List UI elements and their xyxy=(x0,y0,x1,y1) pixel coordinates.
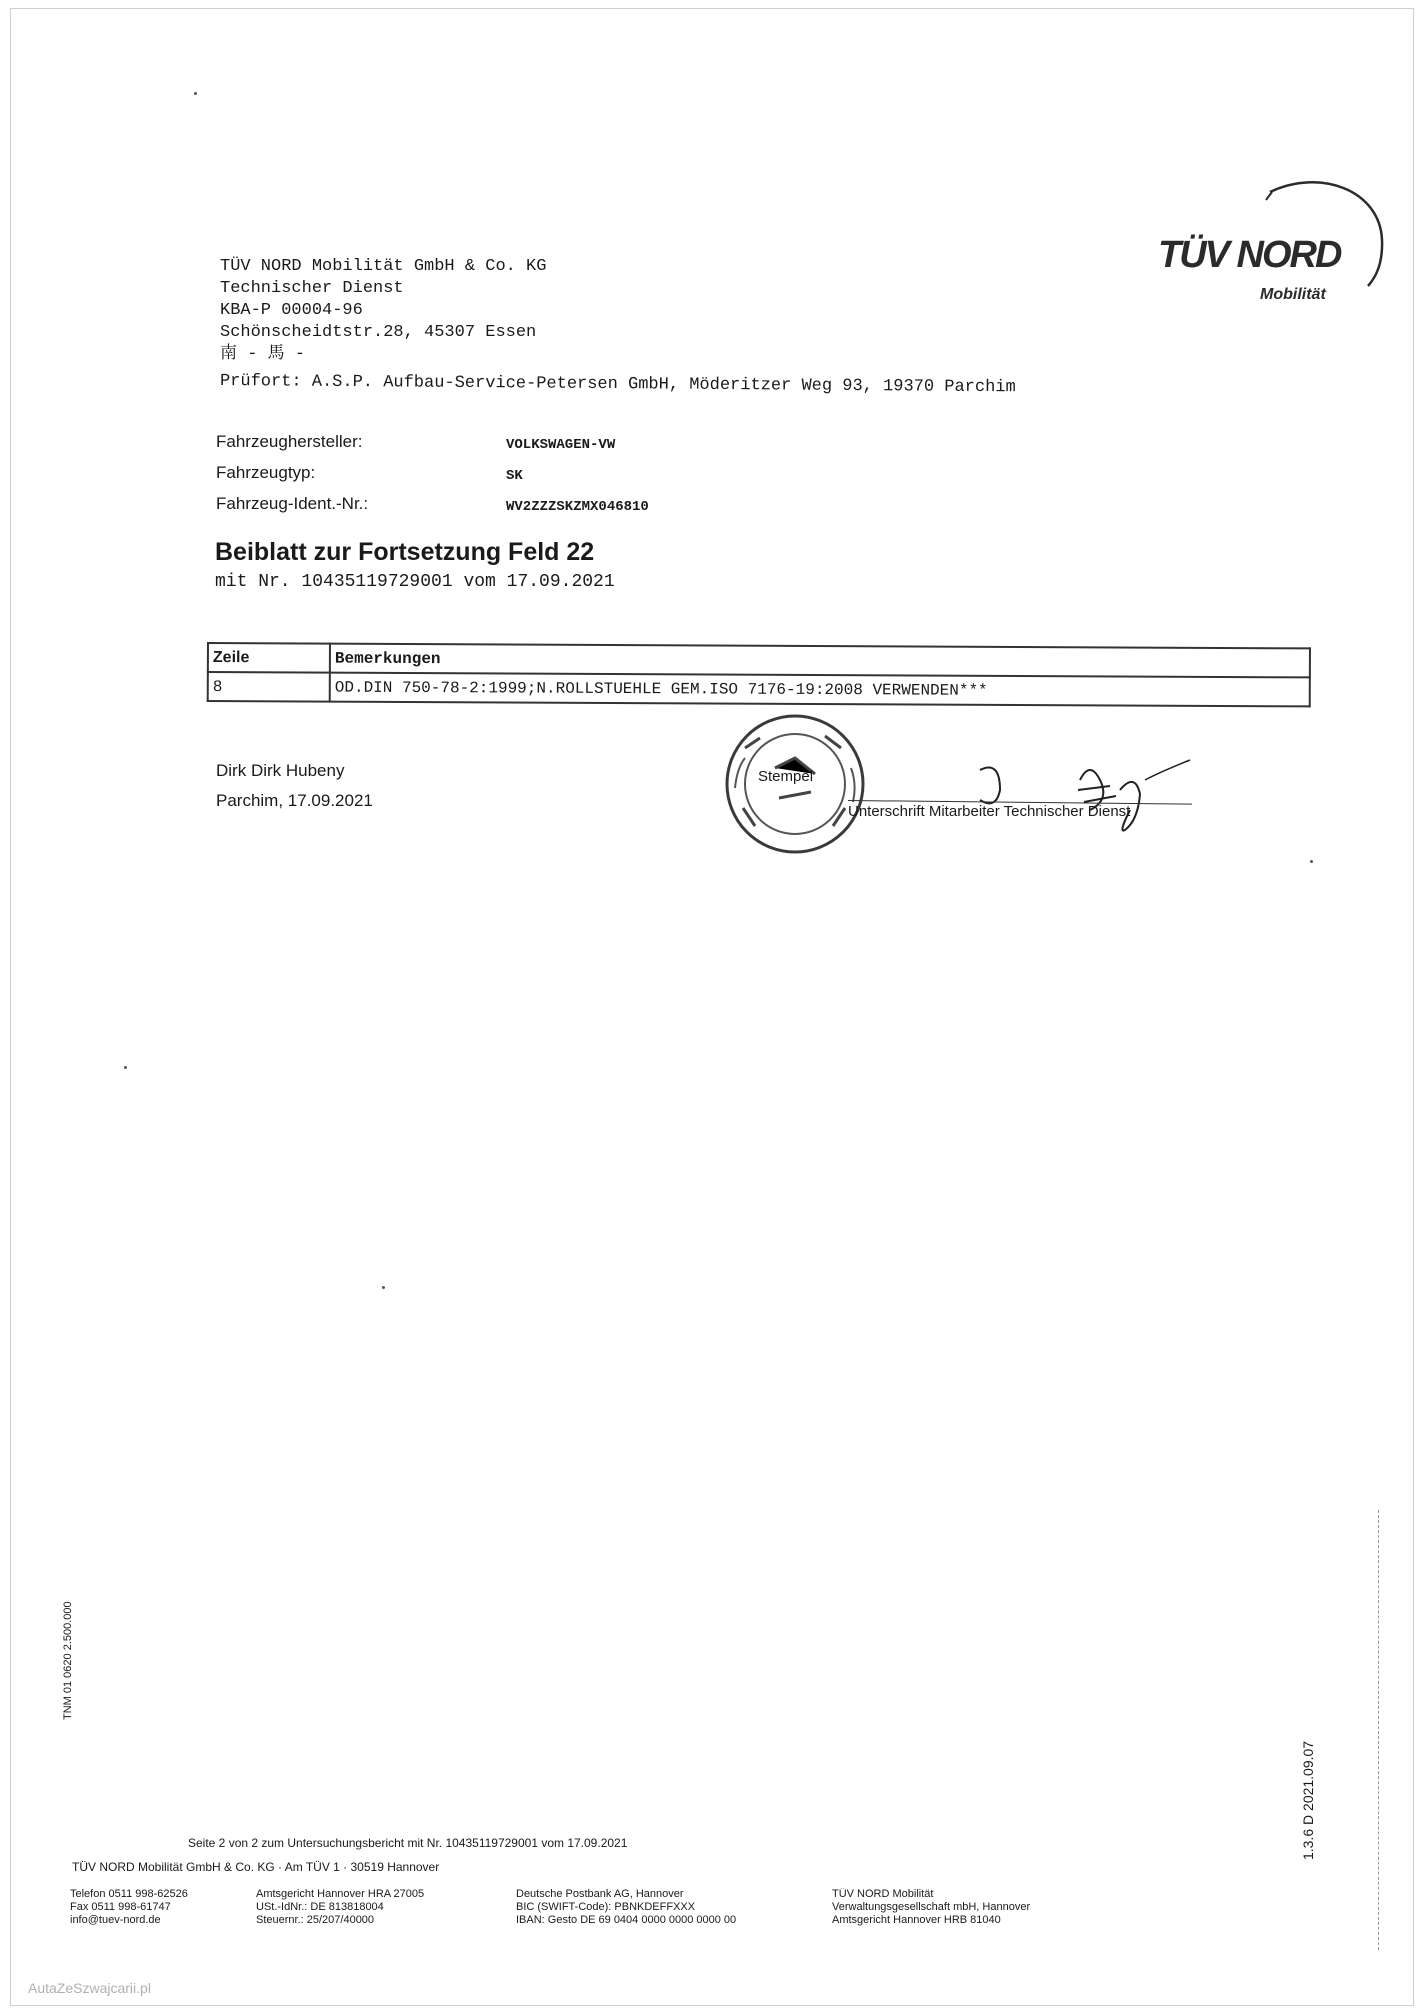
column-header-zeile: Zeile xyxy=(208,643,330,673)
field-row-vin xyxy=(216,490,649,521)
sender-line: Schönscheidtstr.28, 45307 Essen xyxy=(220,323,537,342)
sender-block xyxy=(220,256,546,366)
footer-address: TÜV NORD Mobilität GmbH & Co. KG · Am TÜV 1 · 30519 Hannover xyxy=(72,1860,440,1874)
footer-contact xyxy=(70,1888,188,1928)
footer-line: TÜV NORD Mobilität xyxy=(832,1888,934,1900)
footer-line: Amtsgericht Hannover HRB 81040 xyxy=(832,1914,1001,1926)
field-row-manufacturer xyxy=(216,428,649,459)
field-label: Fahrzeughersteller: xyxy=(216,432,363,451)
signer-block xyxy=(216,756,373,816)
logo-sub: Mobilität xyxy=(1260,286,1326,303)
pruefort-line: Prüfort: A.S.P. Aufbau-Service-Petersen GmbH, Möderitzer Weg 93, 19370 Parchim xyxy=(219,372,1016,398)
signer-place-date: Parchim, 17.09.2021 xyxy=(216,791,373,810)
field-value: WV2ZZZSKZMX046810 xyxy=(506,499,649,515)
handwritten-signature-icon xyxy=(960,750,1210,840)
footer-line: Deutsche Postbank AG, Hannover xyxy=(516,1888,684,1900)
vehicle-fields xyxy=(216,428,649,521)
signer-name: Dirk Dirk Hubeny xyxy=(216,761,345,780)
speck xyxy=(382,1286,385,1289)
footer-bank xyxy=(516,1888,736,1928)
speck xyxy=(124,1066,127,1069)
sender-line: Technischer Dienst xyxy=(220,279,404,298)
form-code-right: 1.3.6 D 2021.09.07 xyxy=(1300,1740,1316,1860)
footer-line: info@tuev-nord.de xyxy=(70,1914,161,1926)
tuev-nord-logo xyxy=(1130,170,1390,320)
sender-line: KBA-P 00004-96 xyxy=(220,301,363,320)
field-value: SK xyxy=(506,468,523,484)
logo-brand: TÜV NORD xyxy=(1158,234,1341,276)
field-value: VOLKSWAGEN-VW xyxy=(506,437,616,453)
footer-line: BIC (SWIFT-Code): PBNKDEFFXXX xyxy=(516,1901,696,1913)
sender-line: TÜV NORD Mobilität GmbH & Co. KG xyxy=(220,257,547,276)
column-header-bemerkungen: Bemerkungen xyxy=(330,644,1310,678)
watermark: AutaZeSzwajcarii.pl xyxy=(28,1980,151,1996)
footer-line: USt.-IdNr.: DE 813818004 xyxy=(256,1901,384,1913)
footer-line: Fax 0511 998-61747 xyxy=(70,1901,171,1913)
signature-label: Unterschrift Mitarbeiter Technischer Dienst xyxy=(848,803,1131,820)
sender-line: 南 - 馬 - xyxy=(220,345,306,364)
stamp-label: Stempel xyxy=(758,768,814,785)
scan-edge-line xyxy=(1378,1510,1379,1950)
footer-line: Amtsgericht Hannover HRA 27005 xyxy=(256,1888,425,1900)
document-subheading: mit Nr. 10435119729001 vom 17.09.2021 xyxy=(215,572,615,592)
footer-line: Telefon 0511 998-62526 xyxy=(70,1888,188,1900)
remarks-table xyxy=(207,642,1311,707)
footer-line: IBAN: Gesto DE 69 0404 0000 0000 0000 00 xyxy=(516,1914,737,1926)
field-label: Fahrzeug-Ident.-Nr.: xyxy=(216,494,369,513)
footer-registry xyxy=(256,1888,424,1928)
footer-line: Steuernr.: 25/207/40000 xyxy=(256,1914,375,1926)
document-heading: Beiblatt zur Fortsetzung Feld 22 xyxy=(215,538,595,566)
table-cell-remark: OD.DIN 750-78-2:1999;N.ROLLSTUEHLE GEM.ISO 7176-19:2008 VERWENDEN*** xyxy=(330,673,1310,707)
field-row-type xyxy=(216,459,649,490)
table-cell-line: 8 xyxy=(208,672,330,702)
speck xyxy=(1310,860,1313,863)
field-label: Fahrzeugtyp: xyxy=(216,463,316,482)
table-row xyxy=(208,672,1310,706)
footer-management xyxy=(832,1888,1030,1928)
form-code-left: TNM 01 0620 2.500.000 xyxy=(62,1601,74,1720)
footer-line: Verwaltungsgesellschaft mbH, Hannover xyxy=(832,1901,1031,1913)
speck xyxy=(194,92,197,95)
page-reference: Seite 2 von 2 zum Untersuchungsbericht mit Nr. 10435119729001 vom 17.09.2021 xyxy=(188,1836,628,1850)
